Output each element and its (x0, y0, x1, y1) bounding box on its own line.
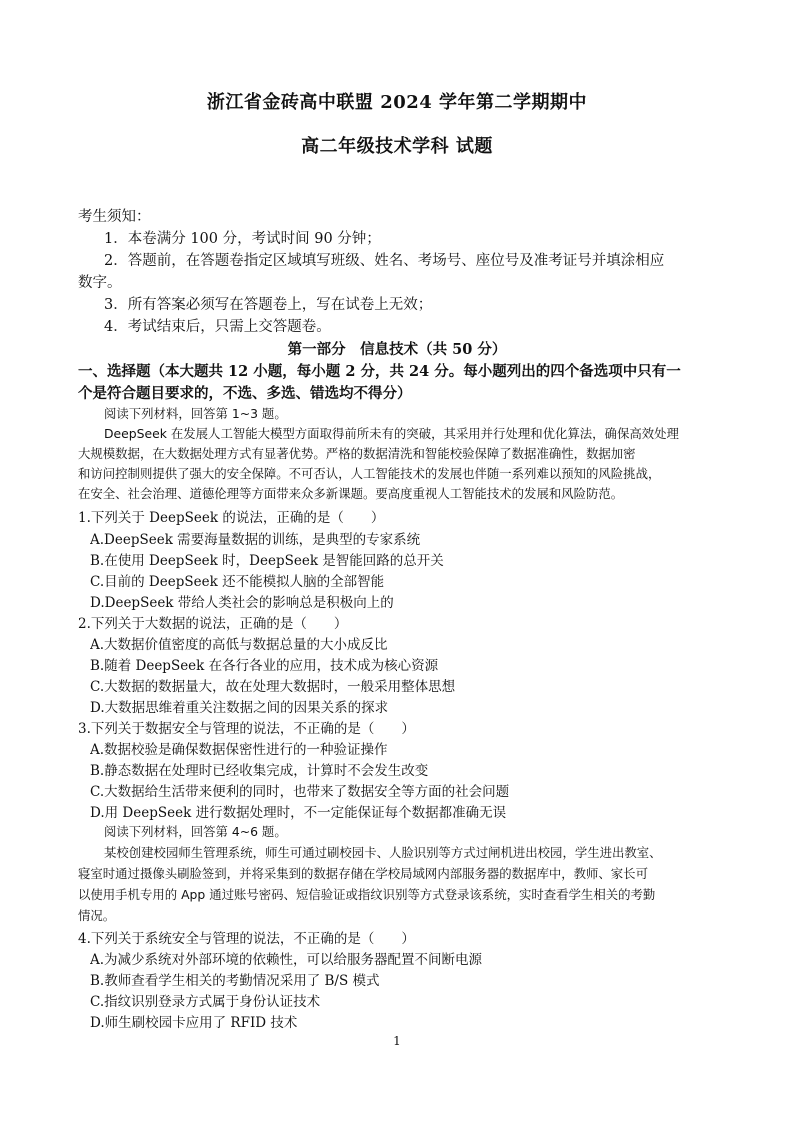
material-text: 情况。 (78, 908, 116, 923)
question-option: A.数据校验是确保数据保密性进行的一种验证操作 (90, 742, 388, 758)
exam-title: 浙江省金砖高中联盟 2024 学年第二学期期中 (206, 92, 588, 113)
material-text: DeepSeek 在发展人工智能大模型方面取得前所未有的突破，其采用并行处理和优化算法，确保高效处理 (104, 426, 679, 441)
notice-item: 3．所有答案必须写在答题卷上，写在试卷上无效； (104, 297, 433, 313)
notice-heading: 考生须知： (78, 209, 151, 225)
notice-item: 1．本卷满分 100 分，考试时间 90 分钟； (104, 231, 381, 247)
question-stem: 1.下列关于 DeepSeek 的说法，正确的是（ ） (78, 510, 385, 526)
section-heading-continued: 个是符合题目要求的，不选、多选、错选均不得分） (78, 385, 412, 402)
section-heading: 一、选择题（本大题共 12 小题，每小题 2 分，共 24 分。每小题列出的四个备选项中只有一 (78, 363, 681, 380)
question-option: C.指纹识别登录方式属于身份认证技术 (90, 994, 321, 1010)
notice-item: 2．答题前，在答题卷指定区域填写班级、姓名、考场号、座位号及准考证号并填涂相应 (104, 253, 665, 269)
question-option: D.用 DeepSeek 进行数据处理时，不一定能保证每个数据都准确无误 (90, 805, 507, 821)
question-option: C.大数据给生活带来便利的同时，也带来了数据安全等方面的社会问题 (90, 784, 510, 800)
question-option: B.随着 DeepSeek 在各行各业的应用，技术成为核心资源 (90, 658, 439, 674)
material-text: 和访问控制则提供了强大的安全保障。不可否认，人工智能技术的发展也伴随一系列难以预知的风险挑战， (78, 466, 661, 481)
question-option: A.大数据价值密度的高低与数据总量的大小成反比 (90, 637, 388, 653)
question-option: B.静态数据在处理时已经收集完成，计算时不会发生改变 (90, 763, 429, 779)
question-option: B.在使用 DeepSeek 时，DeepSeek 是智能回路的总开关 (90, 553, 444, 569)
question-option: B.教师查看学生相关的考勤情况采用了 B/S 模式 (90, 973, 380, 989)
question-option: C.目前的 DeepSeek 还不能模拟人脑的全部智能 (90, 574, 385, 590)
material-text: 大规模数据，在大数据处理方式有显著优势。严格的数据清洗和智能校验保障了数据准确性，数据加密 (78, 446, 636, 461)
part-heading: 第一部分 信息技术（共 50 分） (287, 341, 507, 358)
material-intro: 阅读下列材料，回答第 4~6 题。 (104, 824, 287, 839)
question-stem: 3.下列关于数据安全与管理的说法，不正确的是（ ） (78, 721, 415, 737)
material-text: 某校创建校园师生管理系统，师生可通过刷校园卡、人脸识别等方式过闸机进出校园，学生进出教室、 (104, 845, 662, 860)
page-number: 1 (393, 1034, 401, 1048)
question-stem: 4.下列关于系统安全与管理的说法，不正确的是（ ） (78, 931, 415, 947)
exam-subtitle: 高二年级技术学科 试题 (301, 136, 493, 157)
question-stem: 2.下列关于大数据的说法，正确的是（ ） (78, 616, 348, 632)
question-option: C.大数据的数据量大，故在处理大数据时，一般采用整体思想 (90, 679, 456, 695)
notice-item-continued: 数字。 (78, 275, 122, 291)
question-option: D.DeepSeek 带给人类社会的影响总是积极向上的 (90, 595, 394, 611)
question-option: D.师生刷校园卡应用了 RFID 技术 (90, 1015, 298, 1031)
question-option: A.为减少系统对外部环境的依赖性，可以给服务器配置不间断电源 (90, 952, 483, 968)
material-text: 寝室时通过摄像头刷脸签到，并将采集到的数据存储在学校局域网内部服务器的数据库中，教师、家长可 (78, 866, 648, 881)
material-text: 以使用手机专用的 App 通过账号密码、短信验证或指纹识别等方式登录该系统，实时查看学生相关的考勤 (78, 887, 656, 902)
material-intro: 阅读下列材料，回答第 1~3 题。 (104, 406, 287, 421)
question-option: A.DeepSeek 需要海量数据的训练，是典型的专家系统 (90, 532, 421, 548)
notice-item: 4．考试结束后，只需上交答题卷。 (104, 319, 331, 335)
material-text: 在安全、社会治理、道德伦理等方面带来众多新课题。要高度重视人工智能技术的发展和风险防范。 (78, 486, 624, 501)
question-option: D.大数据思维着重关注数据之间的因果关系的探求 (90, 700, 389, 716)
